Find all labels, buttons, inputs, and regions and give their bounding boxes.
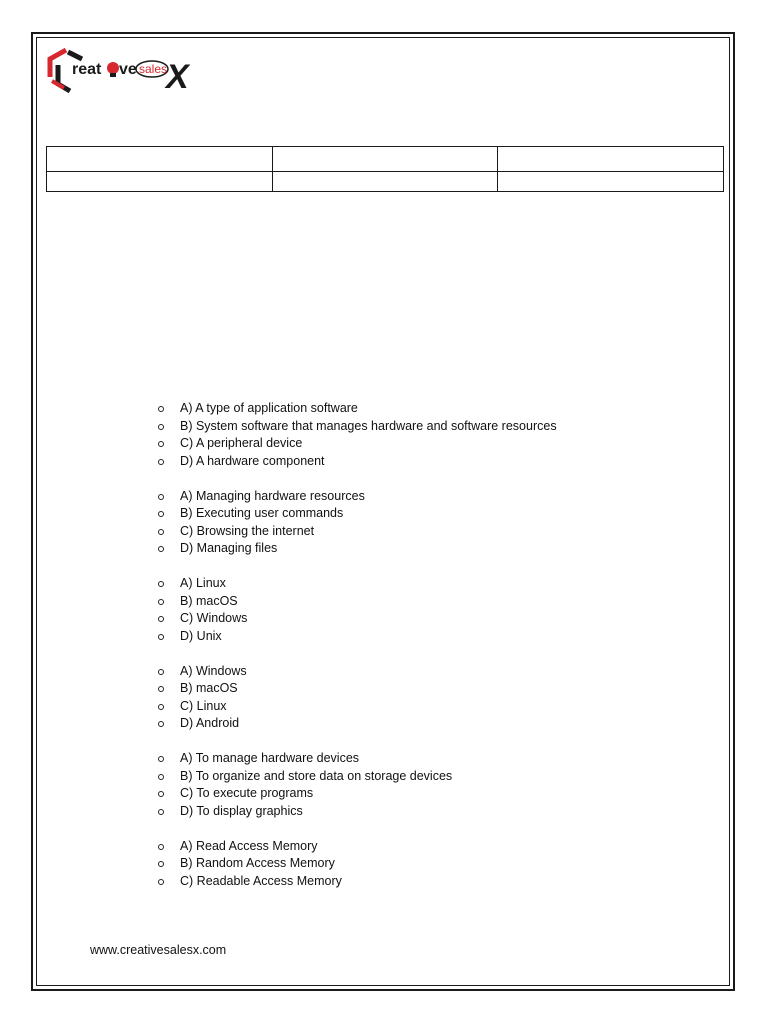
circle-bullet-icon xyxy=(158,599,164,605)
option-item xyxy=(156,523,716,541)
option-item xyxy=(156,418,716,436)
circle-bullet-icon xyxy=(158,721,164,727)
circle-bullet-icon xyxy=(158,424,164,430)
option-item xyxy=(156,610,716,628)
option-text: D) A hardware component xyxy=(180,453,325,468)
table-cell xyxy=(47,172,273,192)
logo-text-x: X xyxy=(166,58,189,96)
circle-bullet-icon xyxy=(158,756,164,762)
circle-bullet-icon xyxy=(158,844,164,850)
option-item xyxy=(156,593,716,611)
logo-text-sales: sales xyxy=(139,62,168,76)
option-item xyxy=(156,785,716,803)
question-group-6 xyxy=(156,838,716,891)
question-group-2 xyxy=(156,488,716,558)
option-item xyxy=(156,435,716,453)
option-item xyxy=(156,628,716,646)
circle-bullet-icon xyxy=(158,511,164,517)
option-text: A) Windows xyxy=(180,663,247,678)
logo-text-reat: reat xyxy=(72,61,102,78)
circle-bullet-icon xyxy=(158,406,164,412)
option-text: B) macOS xyxy=(180,593,238,608)
question-group-3 xyxy=(156,575,716,645)
circle-bullet-icon xyxy=(158,669,164,675)
creativesalesx-logo xyxy=(44,44,204,100)
circle-bullet-icon xyxy=(158,686,164,692)
option-text: C) A peripheral device xyxy=(180,436,303,450)
option-text: A) A type of application software xyxy=(180,401,358,415)
option-text: B) System software that manages hardware and software resources xyxy=(180,418,557,433)
option-text: D) Android xyxy=(180,716,240,730)
option-text: A) To manage hardware devices xyxy=(180,751,360,765)
option-text: C) To execute programs xyxy=(180,786,314,800)
circle-bullet-icon xyxy=(158,704,164,710)
option-item xyxy=(156,505,716,523)
table-cell xyxy=(272,172,498,192)
circle-bullet-icon xyxy=(158,441,164,447)
circle-bullet-icon xyxy=(158,494,164,500)
option-text: C) Readable Access Memory xyxy=(180,873,342,888)
option-text: D) Managing files xyxy=(180,541,278,555)
table-cell xyxy=(47,147,273,172)
option-item xyxy=(156,873,716,891)
option-item xyxy=(156,575,716,593)
table-row xyxy=(47,147,724,172)
circle-bullet-icon xyxy=(158,616,164,622)
circle-bullet-icon xyxy=(158,774,164,780)
circle-bullet-icon xyxy=(158,791,164,797)
footer-url: www.creativesalesx.com xyxy=(90,943,227,957)
table-cell xyxy=(498,147,724,172)
question-group-5 xyxy=(156,750,716,820)
circle-bullet-icon xyxy=(158,879,164,885)
circle-bullet-icon xyxy=(158,546,164,552)
option-text: A) Managing hardware resources xyxy=(180,488,365,503)
logo-text-ve: ve xyxy=(119,61,137,78)
option-item xyxy=(156,768,716,786)
circle-bullet-icon xyxy=(158,634,164,640)
option-text: A) Read Access Memory xyxy=(180,838,318,853)
circle-bullet-icon xyxy=(158,861,164,867)
table-row xyxy=(47,172,724,192)
option-text: A) Linux xyxy=(180,576,226,590)
option-item xyxy=(156,715,716,733)
option-text: D) Unix xyxy=(180,628,222,643)
option-text: C) Browsing the internet xyxy=(180,523,315,538)
option-item xyxy=(156,698,716,716)
option-text: B) macOS xyxy=(180,681,238,695)
table-cell xyxy=(272,147,498,172)
lightbulb-icon xyxy=(107,62,119,74)
header-info-table xyxy=(46,146,724,192)
option-text: C) Windows xyxy=(180,611,248,625)
option-text: D) To display graphics xyxy=(180,803,303,818)
option-item xyxy=(156,488,716,506)
question-options-list xyxy=(156,400,716,908)
option-item xyxy=(156,838,716,856)
table-cell xyxy=(498,172,724,192)
option-item xyxy=(156,680,716,698)
circle-bullet-icon xyxy=(158,581,164,587)
option-item xyxy=(156,540,716,558)
circle-bullet-icon xyxy=(158,459,164,465)
question-group-1 xyxy=(156,400,716,470)
question-group-4 xyxy=(156,663,716,733)
option-text: B) Random Access Memory xyxy=(180,856,335,870)
option-item xyxy=(156,400,716,418)
option-text: C) Linux xyxy=(180,698,227,713)
option-item xyxy=(156,453,716,471)
circle-bullet-icon xyxy=(158,809,164,815)
option-text: B) To organize and store data on storage devices xyxy=(180,768,453,783)
option-text: B) Executing user commands xyxy=(180,506,344,520)
option-item xyxy=(156,750,716,768)
circle-bullet-icon xyxy=(158,529,164,535)
option-item xyxy=(156,803,716,821)
option-item xyxy=(156,663,716,681)
option-item xyxy=(156,855,716,873)
